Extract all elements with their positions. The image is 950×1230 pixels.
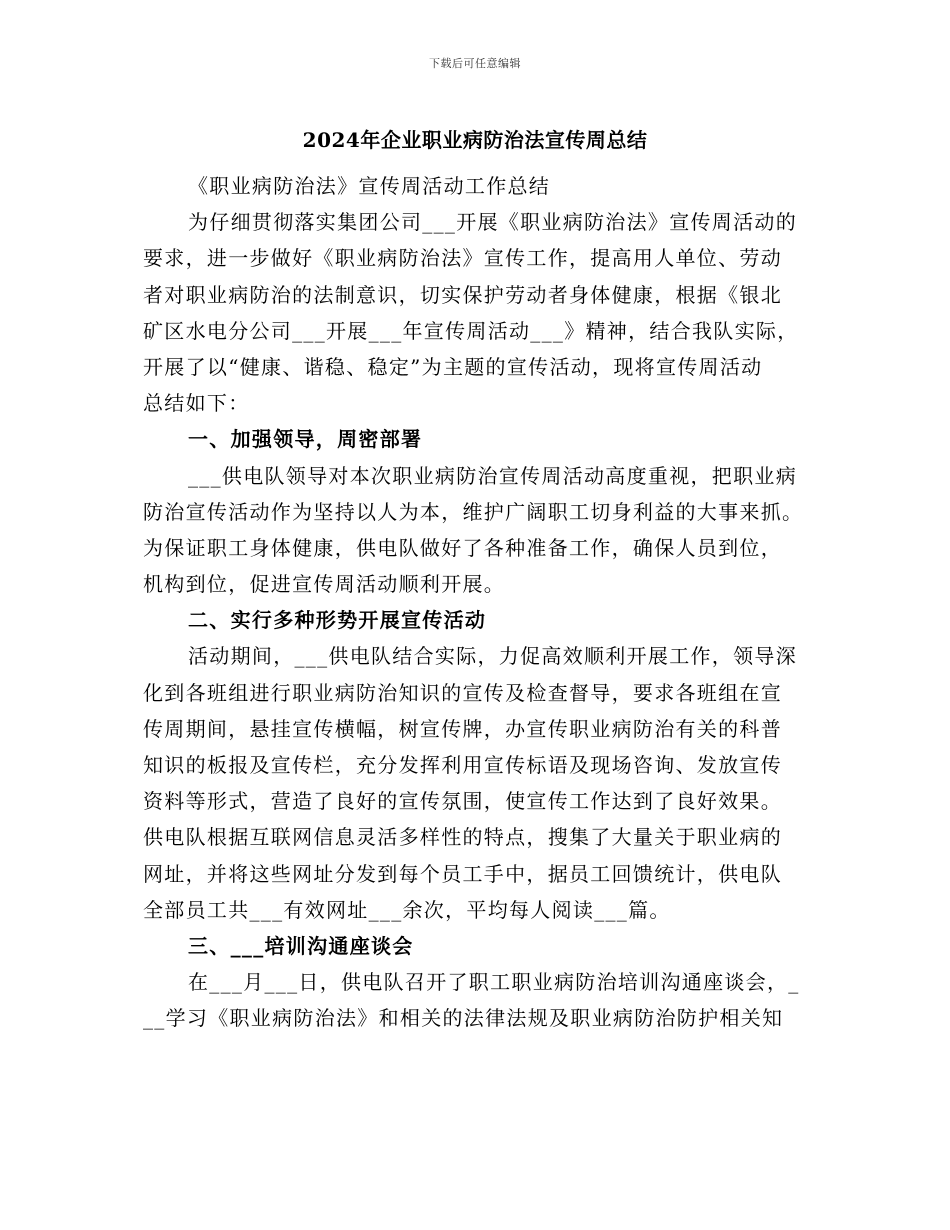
body-line: 开展了以“健康、谐稳、稳定”为主题的宣传活动，现将宣传周活动 — [143, 354, 763, 379]
section-heading: 二、实行多种形势开展宣传活动 — [188, 608, 487, 633]
body-line: 机构到位，促进宣传周活动顺利开展。 — [143, 572, 506, 597]
body-line: 矿区水电分公司___开展___年宣传周活动___》精神，结合我队实际， — [143, 318, 799, 343]
body-line: 总结如下： — [143, 391, 250, 416]
body-line: 要求，进一步做好《职业病防治法》宣传工作，提高用人单位、劳动 — [143, 246, 782, 271]
section-heading: 一、加强领导，周密部署 — [188, 427, 423, 452]
document-title: 2024年企业职业病防治法宣传周总结 — [302, 128, 648, 152]
body-line: 者对职业病防治的法制意识，切实保护劳动者身体健康，根据《银北 — [143, 282, 782, 307]
body-line: 供电队根据互联网信息灵活多样性的特点，搜集了大量关于职业病的 — [143, 825, 782, 850]
header-note: 下载后可任意编辑 — [429, 57, 521, 70]
body-line: 传周期间，悬挂宣传横幅，树宣传牌，办宣传职业病防治有关的科普 — [143, 716, 782, 741]
section-heading: 三、___培训沟通座谈会 — [188, 933, 414, 958]
body-line: 为仔细贯彻落实集团公司___开展《职业病防治法》宣传周活动的 — [188, 210, 797, 235]
document-body — [143, 168, 823, 1037]
body-line: 为保证职工身体健康，供电队做好了各种准备工作，确保人员到位， — [143, 535, 782, 560]
body-line: 全部员工共___有效网址___余次，平均每人阅读___篇。 — [143, 897, 671, 922]
body-line: ___供电队领导对本次职业病防治宣传周活动高度重视，把职业病 — [188, 463, 797, 488]
body-line: 防治宣传活动作为坚持以人为本，维护广阔职工切身利益的大事来抓。 — [143, 499, 804, 524]
body-line: 化到各班组进行职业病防治知识的宣传及检查督导，要求各班组在宣 — [143, 680, 782, 705]
body-line: 知识的板报及宣传栏，充分发挥利用宣传标语及现场咨询、发放宣传 — [143, 753, 782, 777]
body-line: 活动期间，___供电队结合实际，力促高效顺利开展工作，领导深 — [188, 644, 797, 669]
body-line: __学习《职业病防治法》和相关的法律法规及职业病防治防护相关知 — [143, 1006, 784, 1031]
body-line: 网址，并将这些网址分发到每个员工手中，据员工回馈统计，供电队 — [143, 861, 782, 886]
body-line: 资料等形式，营造了良好的宣传氛围，使宣传工作达到了良好效果。 — [143, 789, 782, 814]
body-line: 《职业病防治法》宣传周活动工作总结 — [188, 174, 551, 198]
body-line: 在___月___日，供电队召开了职工职业病防治培训沟通座谈会，_ — [188, 970, 800, 995]
